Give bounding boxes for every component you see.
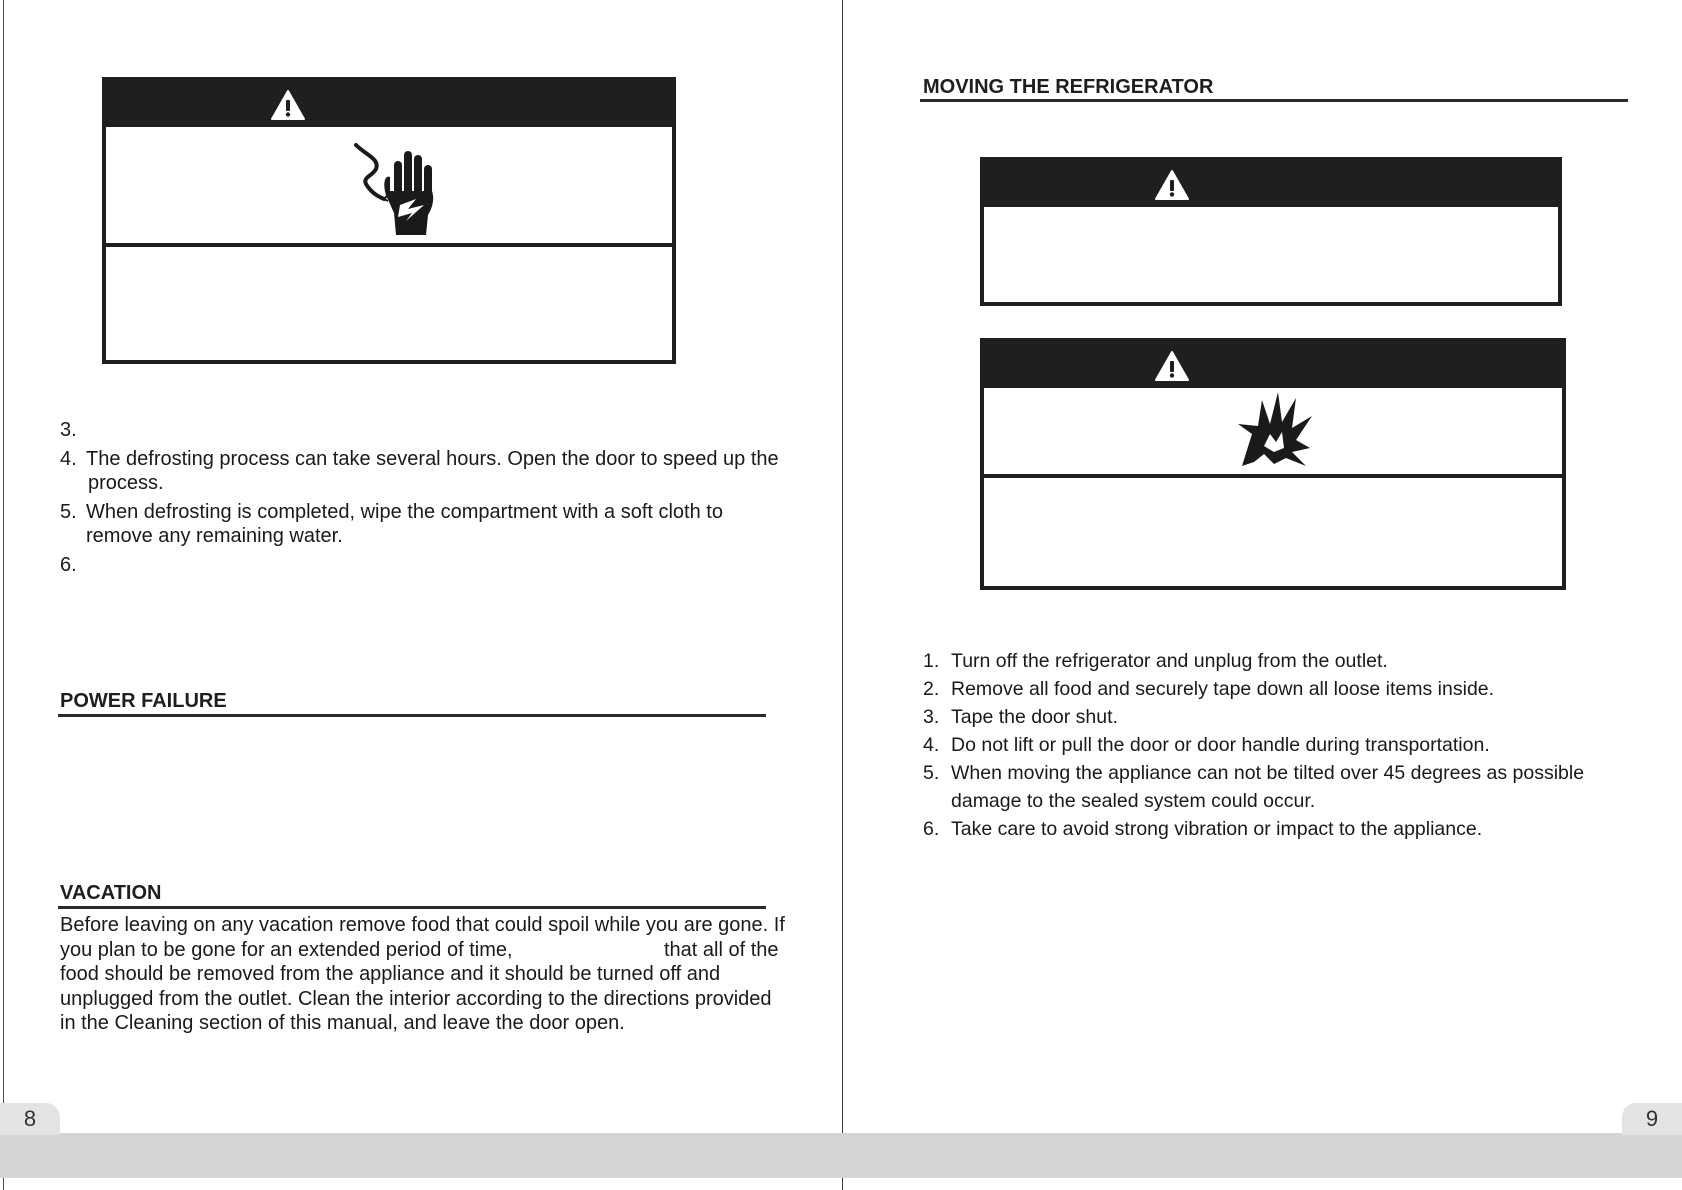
explosion-warning-box — [980, 338, 1566, 590]
shock-warning-box — [102, 77, 676, 364]
warning-triangle-icon — [1154, 169, 1190, 201]
warning-triangle-icon — [270, 89, 306, 121]
page-spine — [842, 0, 843, 1190]
vacation-heading: VACATION — [60, 882, 162, 904]
page-number-right: 9 — [1622, 1103, 1682, 1135]
explosion-symbol-area — [984, 388, 1562, 474]
warning-header — [106, 81, 672, 127]
list-item: 6. — [60, 554, 77, 576]
power-failure-heading: POWER FAILURE — [60, 690, 227, 712]
vacation-paragraph: Before leaving on any vacation remove food that could spoil while you are gone. If you plan to be gone for an extended period of time, that all of the food should be removed from the appliance and it should be turned off and unplugged from the outlet. Clean the interior according to the directions provided in the Cleaning section of this manual, and leave the door open. — [60, 914, 785, 1034]
vacation-rule — [58, 906, 766, 909]
warning-header — [984, 161, 1558, 207]
warning-separator — [106, 243, 672, 247]
explosion-icon — [1234, 390, 1314, 470]
warning-separator — [984, 474, 1562, 478]
list-item: 5. When defrosting is completed, wipe the compartment with a soft cloth to remove any remaining water. — [60, 501, 723, 547]
defrost-steps-list — [60, 418, 780, 576]
moving-steps-list: 1. Turn off the refrigerator and unplug from the outlet. 2. Remove all food and securely tape down all loose items inside. 3. Tape the door shut. 4. Do not lift or pull the door or door handle during transportation. 5. When moving the appliance can not be tilted over 45 degrees as possible damage to the sealed system could occur. 6. Take care to avoid strong vibration or impact to the appliance. — [923, 650, 1585, 840]
moving-warning-box — [980, 157, 1562, 306]
warning-header — [984, 342, 1562, 388]
bottom-band — [0, 1133, 1682, 1178]
page-edge-left — [3, 0, 4, 1190]
electric-shock-hand-icon — [350, 139, 440, 237]
moving-rule — [920, 99, 1628, 102]
power-failure-rule — [58, 714, 766, 717]
warning-triangle-icon — [1154, 350, 1190, 382]
list-item: 4. The defrosting process can take several hours. Open the door to speed up the process. — [60, 448, 779, 494]
page-number-left: 8 — [0, 1103, 60, 1135]
shock-symbol-area — [106, 127, 672, 243]
list-item: 3. — [60, 419, 77, 441]
moving-heading: MOVING THE REFRIGERATOR — [923, 76, 1214, 98]
